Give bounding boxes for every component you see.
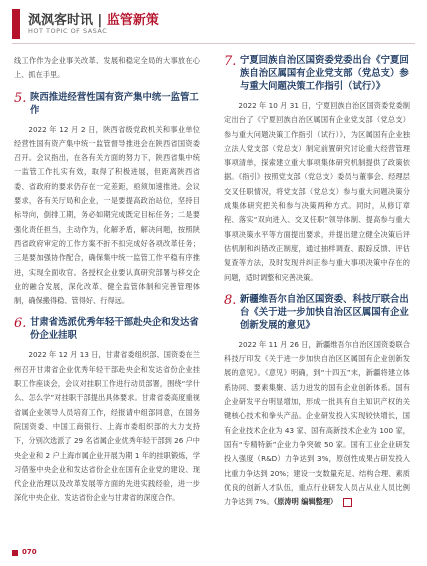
magazine-name: 沨沨客时讯 [28,13,94,28]
intro-paragraph: 线工作作为企业事关改革、发展和稳定全局的大事放在心上、抓在手里。 [14,56,200,80]
section-name: 监管新策 [106,13,159,28]
section-7-body: 2022 年 10 月 31 日，宁夏回族自治区国资委党委制定出台了《宁夏回族自治区属国有企业党支部（党总支）参与重大问题决策工作指引（试行）》，为区属国有企业独立法人党支部（党总支）制定前置研究讨论重大经营管理事项清单，探索建立重大事项集体研究机制提供了政策依据。《指引》按照党支部（党总支）委员与董事会、经理层交叉任职情况，将党支部（党总支）参与重大问题决策分成集体研究把关和参与决策两种方式。同时，从修订章程、落实“双向进入、交叉任职”领导体制、提高参与重大事项决策水平等方面提出要求，并提出建立健全决策后评估机制和纠错改正制度，通过抽样调查、跟踪反馈、评估复查等方法，及时发现并纠正参与重大事项决策中存在的问题，适时调整和完善决策。 [224,101,410,282]
section-title: 宁夏回族自治区国资委党委出台《宁夏回族自治区属国有企业党支部（党总支）参与重大问题决策工作指引（试行）》 [240,55,409,92]
section-5-heading [14,91,200,117]
section-number: 7. [224,54,237,69]
header-divider [12,43,415,44]
section-8-text: 2022 年 11 月 26 日，新疆维吾尔自治区国资委联合科技厅印发《关于进一步加快自治区区属国有企业创新发展的意见》。《意见》明确，到“十四五”末，新疆将建立体系协同、要素集聚、活力迸发的国有企业创新体系。国有企业研发平台明显增加，形成一批具有自主知识产权的关键核心技术和拳头产品。企业研发投入实现较快增长，国有企业技术企业为 43 家、国有高新技术企业为 100 家，国有“专精特新”企业力争突破 50 家。国有工业企业研发投入强度（R&D）力争达到 3%，原创性成果占研发投入比重力争达到 20%；建设一支数量充足、结构合理、素质优良的创新人才队伍，重点行业研发人员占从业人员比例力争达到 7%。 [224,339,410,507]
section-number: 6. [14,316,27,332]
section-number: 8. [224,292,237,308]
section-7-heading [224,54,410,93]
section-6-body: 2022 年 12 月 13 日，甘肃省委组织部、国资委在兰州召开甘肃省企业优秀年轻干部赴央企和发达省份企业挂职工作座谈会，会议对挂职工作进行动员部署，围绕“学什么、怎么学”对挂职干部提出具体要求。甘肃省委高度重视省属企业领导人员培育工作，经报请中组部同意，在国务院国资委、中国工商银行、上海市委组织部的大力支持下，分别次选派了 29 名省属企业优秀年轻干部到 26 户中央企业和 2 户上海市属企业开展为期 1 年的挂职锻炼，学习借鉴中央企业和发达省份企业在国有企业党的建设、现代企业治理以及改革发展等方面的先进实践经验，进一步深化中央企业、发达省份企业与甘肃省的深度合作。 [14,350,200,503]
editor-signature: （原涛明 编辑整理） [273,497,338,507]
article-end-icon [343,498,352,507]
page-marker-icon [12,550,18,556]
magazine-header [12,6,415,42]
section-8-heading [224,293,410,332]
section-6-heading [14,316,200,342]
section-8-body [224,338,410,510]
magazine-subtitle: HOT TOPIC OF SASAC [28,27,108,35]
section-title: 陕西推进经营性国有资产集中统一监管工作 [30,91,199,116]
header-logo-mark [12,9,20,39]
magazine-title [28,9,159,28]
left-column [14,54,200,506]
section-5-body: 2022 年 12 月 2 日，陕西省级党政机关和事业单位经营性国有资产集中统一监管督导推进会在陕西省国资委召开。会议指出，在各有关方面的努力下，陕西省集中统一监管工作扎实有效，取得了积极进展，但距离陕西省委、省政府的要求仍存在一定差距，亟须加速推进。会议要求，各有关厅局和企业，一是要提高政治站位，坚持目标导向，倒排工期，务必如期完成既定目标任务；二是要强化责任担当，主动作为，化解矛盾，解决问题，按照陕西省政府审定的工作方案不折不扣完成好各项改革任务；三是要加强协作配合，确保集中统一监管工作平稳有序推进，实现全面收官。各授权企业要认真研究部署与移交企业的融合发展，深化改革、健全监管体制和完善管理体制，确保搬得稳、管得好、行得远。 [14,124,200,306]
right-column [224,54,410,509]
page-number: 070 [22,548,37,556]
section-title: 新疆维吾尔自治区国资委、科技厅联合出台《关于进一步加快自治区区属国有企业创新发展的意见》 [240,293,409,331]
section-title: 甘肃省选派优秀年轻干部赴央企和发达省份企业挂职 [30,317,199,342]
section-number: 5. [14,90,27,106]
title-separator: | [93,13,107,28]
